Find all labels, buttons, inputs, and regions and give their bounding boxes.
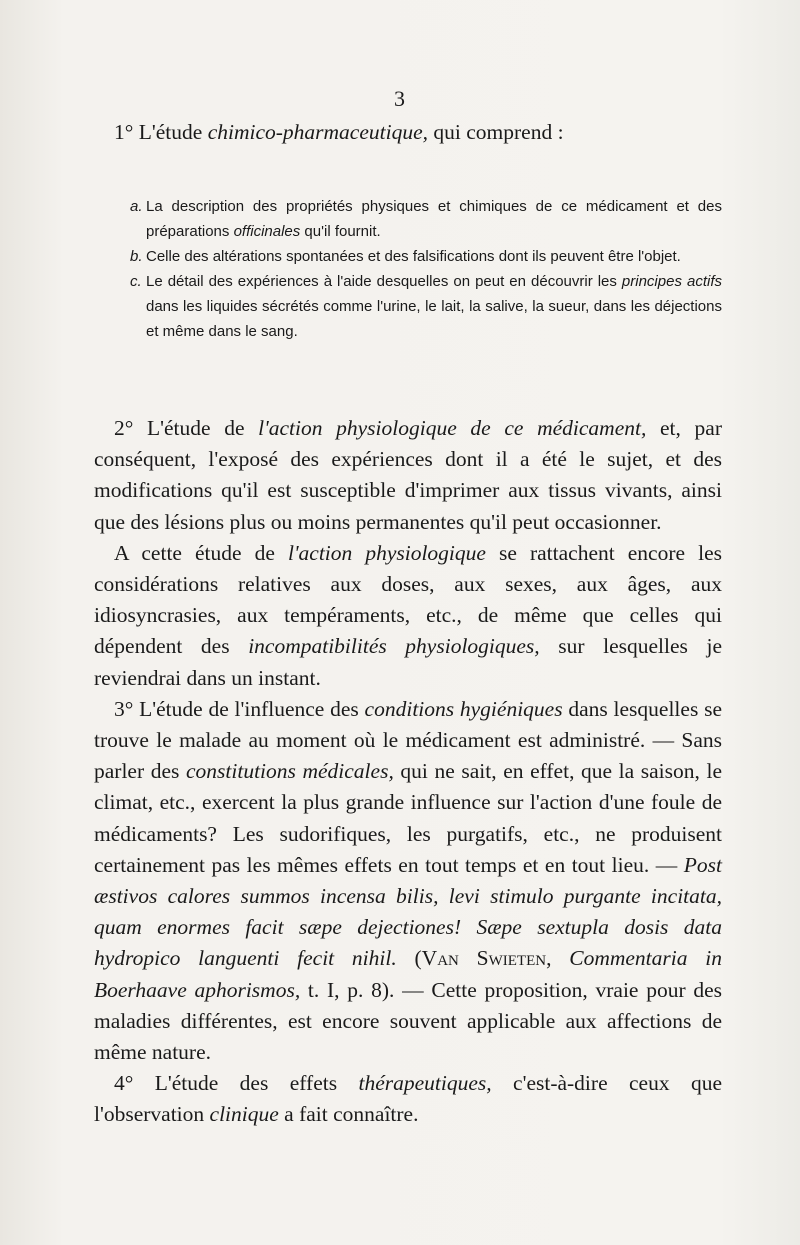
paragraph-italic: l'action physiologique de ce médicament, <box>258 416 647 440</box>
paragraph-text: 4° L'étude des effets <box>114 1071 359 1096</box>
paragraph-text: t. I, p. 8). — Cette proposition, vraie pour des maladies différentes, est encore souvent applicable aux affections de même nature. <box>94 977 723 1065</box>
sub-item-text: dans les liquides sécrétés comme l'urine, le lait, la salive, la sueur, dans les déjections et même dans le sang. <box>146 298 722 340</box>
paragraph-text: qui ne sait, en effet, que la saison, le climat, etc., exercent la plus grande influence sur l'action d'une foule de médicaments? Les sudorifiques, les purgatifs, etc., ne produisent certainement pas les mêmes effets en tout temps et en tout lieu. — <box>94 759 723 877</box>
paragraph-italic: clinique <box>209 1102 279 1127</box>
paragraph-text: sur lesquelles je reviendrai dans un instant. <box>94 634 723 690</box>
paragraph-text: 2° L'étude de <box>114 416 259 440</box>
item-1-heading <box>94 117 722 148</box>
paragraph-italic: constitutions médicales, <box>185 759 394 784</box>
sub-item-italic: principes actifs <box>621 273 722 290</box>
paragraph-text: ( <box>396 946 422 971</box>
sub-item-label: b. <box>130 248 143 265</box>
item-1-number: 1° <box>114 120 134 144</box>
body-text <box>94 413 722 1131</box>
paragraph-italic: incompatibilités physiologiques, <box>248 634 540 659</box>
paragraph-text: a fait connaître. <box>278 1102 419 1127</box>
paragraph-italic: l'action physiologique <box>287 540 486 565</box>
sub-item-label: c. <box>130 273 142 290</box>
paragraph-2-continued <box>94 538 722 694</box>
paragraph-text: , <box>546 946 570 971</box>
sub-item-text: qu'il fournit. <box>300 223 381 240</box>
paragraph-text: se rattachent encore les considérations relatives aux doses, aux sexes, aux âges, aux idiosyncrasies, aux tempéraments, etc., de même que celles qui dépendent des <box>94 540 722 659</box>
author-name: Van Swieten <box>421 946 547 971</box>
sub-item-label: a. <box>130 198 143 215</box>
paragraph-2 <box>94 413 722 538</box>
paragraph-text: 3° L'étude de l'influence des <box>114 696 365 721</box>
paragraph-text: dans lesquelles se trouve le malade au moment où le médicament est administré. — Sans parler des <box>94 696 722 784</box>
paragraph-italic: thérapeutiques, <box>358 1071 492 1096</box>
paragraph-text: c'est-à-dire ceux que l'observation <box>94 1071 723 1127</box>
sub-item-c <box>94 269 722 344</box>
sub-item-text: Le détail des expériences à l'aide desquelles on peut en découvrir les <box>146 273 622 290</box>
latin-quotation: Post æstivos calores summos incensa bilis, levi stimulo purgante incitata, quam enormes facit sæpe dejectiones! Sæpe sextupla dosis data hydropico languenti fecit nihil. <box>94 852 722 971</box>
paragraph-italic: conditions hygiéniques <box>364 696 563 721</box>
page-number: 3 <box>394 86 405 111</box>
sub-items-list <box>94 194 722 344</box>
paragraph-text: A cette étude de <box>114 540 288 565</box>
paragraph-3 <box>94 694 722 1068</box>
sub-item-a <box>94 194 722 244</box>
item-1-before: L'étude <box>138 120 203 144</box>
sub-item-italic: officinales <box>233 223 301 240</box>
sub-item-text: Celle des altérations spontanées et des falsifications dont ils peuvent être l'objet. <box>146 248 681 265</box>
item-1-italic: chimico-pharmaceutique, <box>207 120 428 144</box>
sub-item-text: La description des propriétés physiques et chimiques de ce médicament et des préparations <box>146 198 722 240</box>
book-title: Commentaria in Boerhaave aphorismos, <box>94 946 722 1002</box>
paragraph-4 <box>94 1068 722 1130</box>
paragraph-text: et, par conséquent, l'exposé des expériences dont il a été le sujet, et des modifications qu'il est susceptible d'imprimer aux tissus vivants, ainsi que des lésions plus ou moins permanentes qu'il peut occasionner. <box>94 416 722 534</box>
sub-item-b <box>94 244 722 269</box>
item-1-after: qui comprend : <box>433 120 564 144</box>
